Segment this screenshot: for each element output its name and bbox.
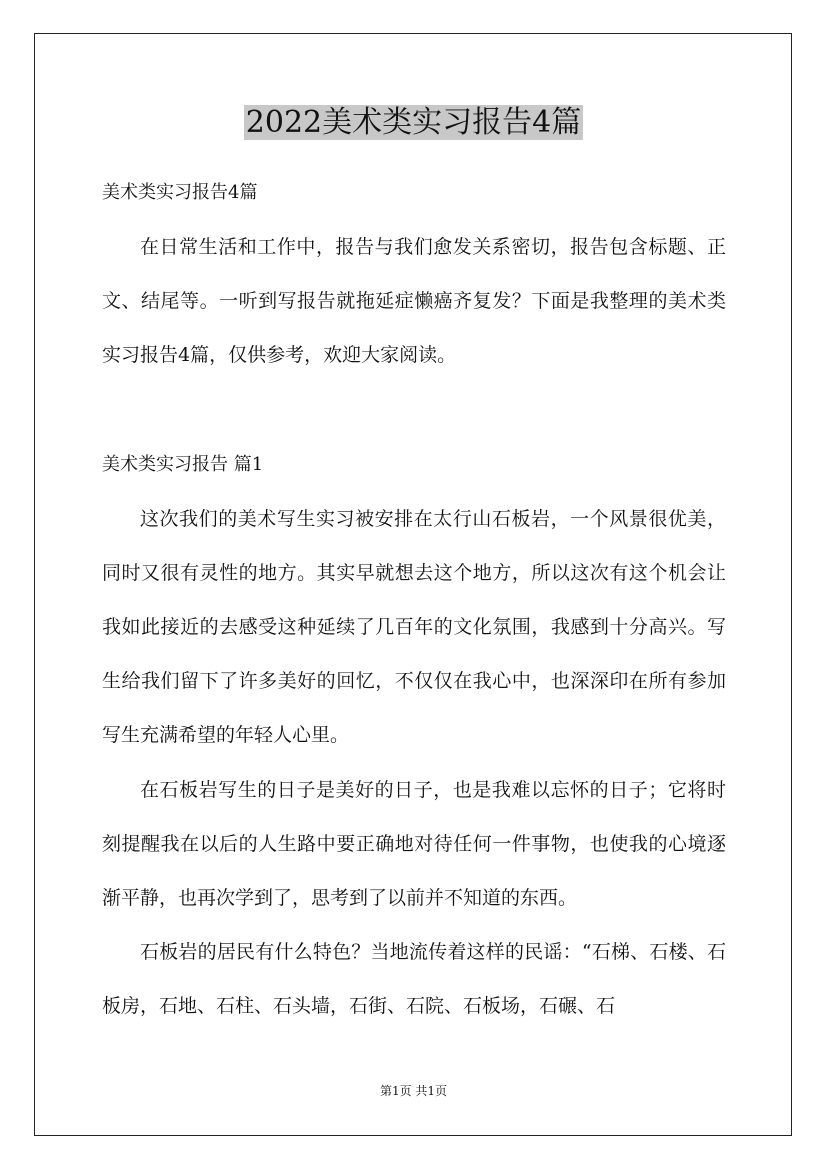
document-title-text: 2022美术类实习报告4篇	[245, 105, 582, 140]
document-title	[0, 102, 827, 144]
body-paragraph-3: 石板岩的居民有什么特色？当地流传着这样的民谣：“石梯、石楼、石板房，石地、石柱、石头墙，石街、石院、石板场，石碾、石	[102, 941, 726, 1017]
intro-paragraph: 在日常生活和工作中，报告与我们愈发关系密切，报告包含标题、正文、结尾等。一听到写报告就拖延症懒癌齐复发？下面是我整理的美术类实习报告4篇，仅供参考，欢迎大家阅读。	[102, 236, 726, 366]
body-paragraph-1: 这次我们的美术写生实习被安排在太行山石板岩，一个风景很优美，同时又很有灵性的地方。其实早就想去这个地方，所以这次有这个机会让我如此接近的去感受这种延续了几百年的文化氛围，我感到十分高兴。写生给我们留下了许多美好的回忆，不仅仅在我心中，也深深印在所有参加写生充满希望的年轻人心里。	[102, 508, 726, 746]
section-heading: 美术类实习报告 篇1	[102, 454, 264, 475]
document-subtitle: 美术类实习报告4篇	[102, 182, 258, 203]
body-paragraph-2: 在石板岩写生的日子是美好的日子，也是我难以忘怀的日子；它将时刻提醒我在以后的人生路中要正确地对待任何一件事物，也使我的心境逐渐平静，也再次学到了，思考到了以前并不知道的东西。	[102, 779, 726, 909]
page-footer: 第1页 共1页	[379, 1084, 448, 1098]
